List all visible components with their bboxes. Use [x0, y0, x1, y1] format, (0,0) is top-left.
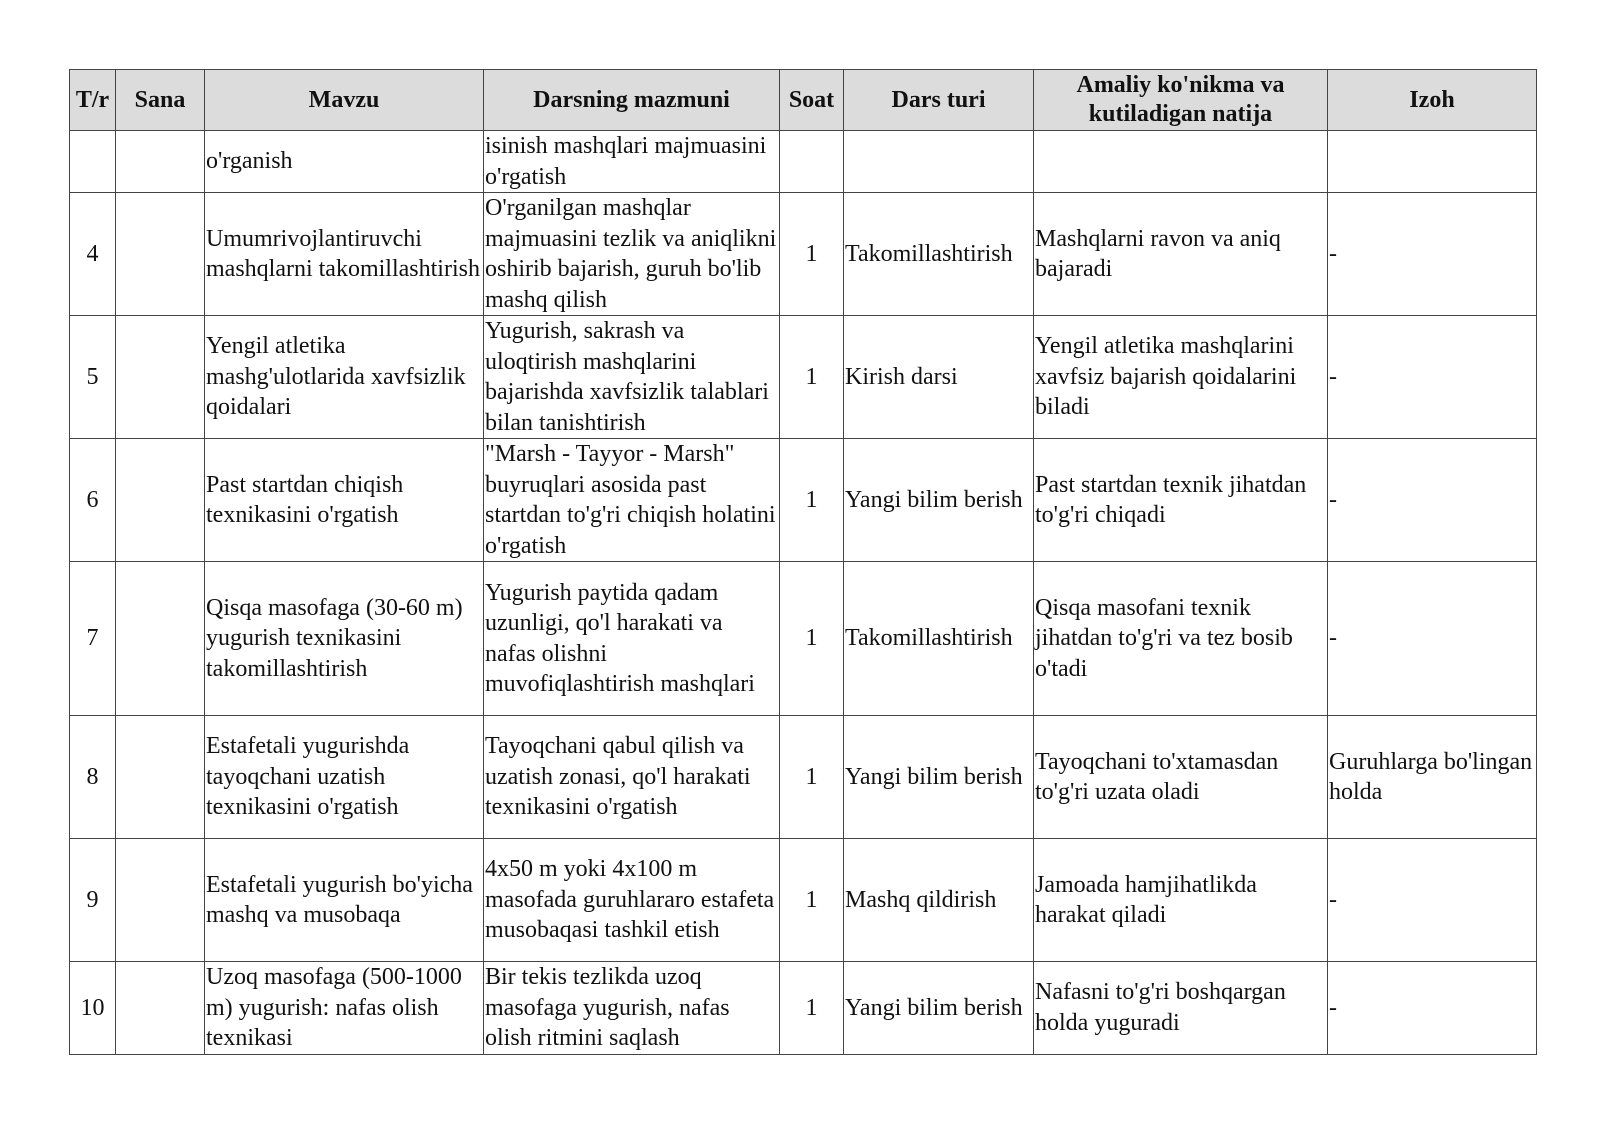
table-row [70, 962, 1537, 1055]
header-num: T/r [70, 70, 116, 131]
cell-type [844, 131, 1034, 193]
cell-outcome [1034, 131, 1328, 193]
table-header-row [70, 70, 1537, 131]
cell-hours: 1 [780, 193, 844, 316]
cell-note: - [1328, 439, 1537, 562]
table-row [70, 716, 1537, 839]
header-topic: Mavzu [205, 70, 484, 131]
cell-date [116, 439, 205, 562]
cell-content: Bir tekis tezlikda uzoq masofaga yugurish, nafas olish ritmini saqlash [484, 962, 780, 1055]
header-hours: Soat [780, 70, 844, 131]
cell-note [1328, 131, 1537, 193]
cell-topic: Uzoq masofaga (500-1000 m) yugurish: nafas olish texnikasi [205, 962, 484, 1055]
header-content: Darsning mazmuni [484, 70, 780, 131]
table-row [70, 562, 1537, 716]
cell-date [116, 131, 205, 193]
cell-content: Tayoqchani qabul qilish va uzatish zonasi, qo'l harakati texnikasini o'rgatish [484, 716, 780, 839]
cell-topic: Estafetali yugurishda tayoqchani uzatish texnikasini o'rgatish [205, 716, 484, 839]
cell-num: 10 [70, 962, 116, 1055]
cell-num: 5 [70, 316, 116, 439]
cell-hours: 1 [780, 839, 844, 962]
header-type: Dars turi [844, 70, 1034, 131]
cell-num: 6 [70, 439, 116, 562]
cell-hours: 1 [780, 562, 844, 716]
cell-content: 4x50 m yoki 4x100 m masofada guruhlararo estafeta musobaqasi tashkil etish [484, 839, 780, 962]
cell-note: - [1328, 962, 1537, 1055]
cell-type: Takomillashtirish [844, 193, 1034, 316]
cell-note: - [1328, 316, 1537, 439]
cell-outcome: Past startdan texnik jihatdan to'g'ri chiqadi [1034, 439, 1328, 562]
cell-date [116, 962, 205, 1055]
cell-topic: Qisqa masofaga (30-60 m) yugurish texnikasini takomillashtirish [205, 562, 484, 716]
cell-type: Kirish darsi [844, 316, 1034, 439]
header-outcome: Amaliy ko'nikma va kutiladigan natija [1034, 70, 1328, 131]
cell-num: 9 [70, 839, 116, 962]
cell-note: Guruhlarga bo'lingan holda [1328, 716, 1537, 839]
cell-num: 8 [70, 716, 116, 839]
cell-outcome: Yengil atletika mashqlarini xavfsiz bajarish qoidalarini biladi [1034, 316, 1328, 439]
cell-topic: Umumrivojlantiruvchi mashqlarni takomillashtirish [205, 193, 484, 316]
cell-topic: Estafetali yugurish bo'yicha mashq va musobaqa [205, 839, 484, 962]
cell-hours: 1 [780, 316, 844, 439]
cell-num: 4 [70, 193, 116, 316]
cell-topic: Yengil atletika mashg'ulotlarida xavfsizlik qoidalari [205, 316, 484, 439]
cell-outcome: Qisqa masofani texnik jihatdan to'g'ri va tez bosib o'tadi [1034, 562, 1328, 716]
cell-type: Mashq qildirish [844, 839, 1034, 962]
cell-type: Yangi bilim berish [844, 439, 1034, 562]
cell-content: Yugurish paytida qadam uzunligi, qo'l harakati va nafas olishni muvofiqlashtirish mashqlari [484, 562, 780, 716]
cell-type: Yangi bilim berish [844, 716, 1034, 839]
cell-date [116, 562, 205, 716]
cell-hours [780, 131, 844, 193]
cell-hours: 1 [780, 962, 844, 1055]
header-note: Izoh [1328, 70, 1537, 131]
cell-num [70, 131, 116, 193]
cell-topic: Past startdan chiqish texnikasini o'rgatish [205, 439, 484, 562]
cell-note: - [1328, 839, 1537, 962]
cell-note: - [1328, 562, 1537, 716]
cell-date [116, 193, 205, 316]
cell-date [116, 839, 205, 962]
cell-num: 7 [70, 562, 116, 716]
cell-topic: o'rganish [205, 131, 484, 193]
cell-type: Takomillashtirish [844, 562, 1034, 716]
cell-date [116, 716, 205, 839]
cell-hours: 1 [780, 439, 844, 562]
cell-note: - [1328, 193, 1537, 316]
cell-outcome: Tayoqchani to'xtamasdan to'g'ri uzata oladi [1034, 716, 1328, 839]
cell-outcome: Mashqlarni ravon va aniq bajaradi [1034, 193, 1328, 316]
cell-outcome: Nafasni to'g'ri boshqargan holda yuguradi [1034, 962, 1328, 1055]
table-row [70, 131, 1537, 193]
cell-content: O'rganilgan mashqlar majmuasini tezlik va aniqlikni oshirib bajarish, guruh bo'lib mashq qilish [484, 193, 780, 316]
table-row [70, 316, 1537, 439]
lesson-plan-table [69, 69, 1537, 1055]
table-row [70, 193, 1537, 316]
cell-outcome: Jamoada hamjihatlikda harakat qiladi [1034, 839, 1328, 962]
cell-hours: 1 [780, 716, 844, 839]
cell-type: Yangi bilim berish [844, 962, 1034, 1055]
cell-content: "Marsh - Tayyor - Marsh" buyruqlari asosida past startdan to'g'ri chiqish holatini o'rgatish [484, 439, 780, 562]
table-row [70, 439, 1537, 562]
cell-content: Yugurish, sakrash va uloqtirish mashqlarini bajarishda xavfsizlik talablari bilan tanishtirish [484, 316, 780, 439]
cell-date [116, 316, 205, 439]
cell-content: isinish mashqlari majmuasini o'rgatish [484, 131, 780, 193]
header-date: Sana [116, 70, 205, 131]
table-row [70, 839, 1537, 962]
